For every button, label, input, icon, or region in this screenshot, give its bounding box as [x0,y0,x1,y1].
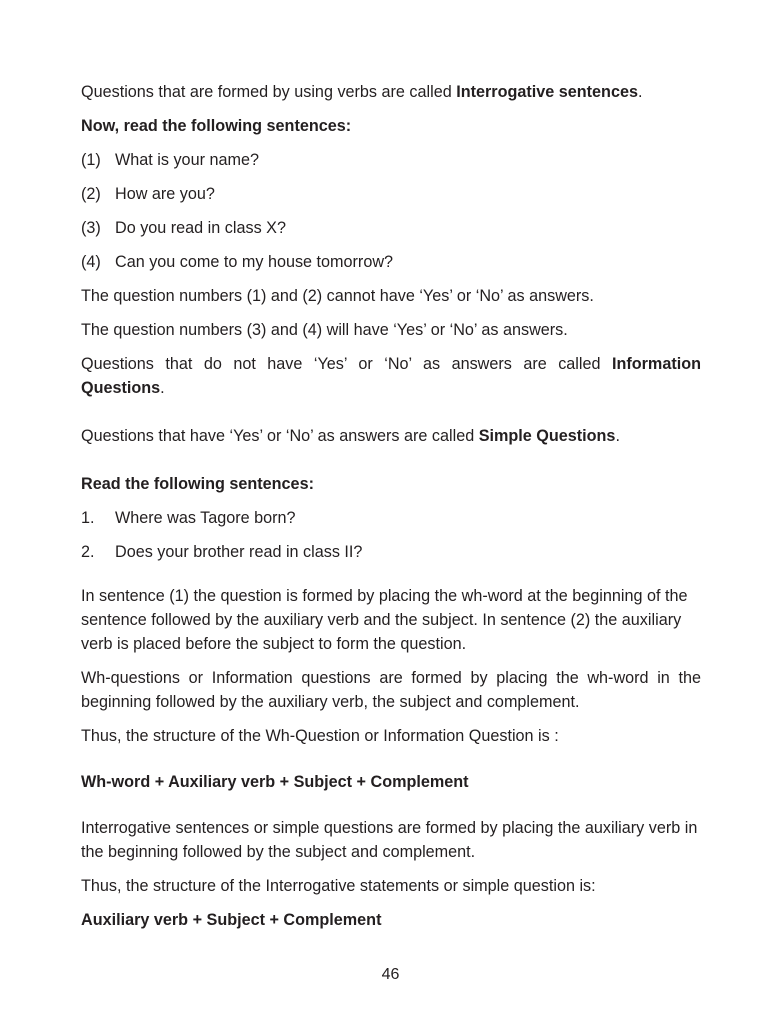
interrogative-structure-intro: Thus, the structure of the Interrogative statements or simple question is: [81,877,596,895]
list-item [81,540,701,564]
intro-end: . [637,83,643,101]
wh-structure-text: Wh-word + Auxiliary verb + Subject + Complement [81,773,469,791]
intro-paragraph [81,80,701,104]
simple-questions-definition [81,424,701,448]
wh-structure-intro: Thus, the structure of the Wh-Question or Information Question is : [81,727,559,745]
item-number: (4) [81,253,101,271]
intro-text: Questions that are formed by using verbs are called [81,83,457,101]
question-list-1 [81,148,701,274]
simple-def-end: . [615,427,620,445]
item-number: (1) [81,151,101,169]
item-number: 2. [81,543,95,561]
item-number: 1. [81,509,95,527]
interrogative-structure-text: Auxiliary verb + Subject + Complement [81,911,382,929]
read-heading-1 [81,114,701,138]
note-questions-1-2: The question numbers (1) and (2) cannot have ‘Yes’ or ‘No’ as answers. [81,287,594,305]
wh-structure-formula [81,770,701,794]
list-item [81,216,701,240]
item-text: How are you? [115,185,215,203]
read-heading-2 [81,472,701,496]
information-questions-definition [81,352,701,400]
explanation-paragraph: In sentence (1) the question is formed by placing the wh-word at the beginning of the sentence followed by the auxiliary verb and the subject. In sentence (2) the auxiliary verb is placed before the subject to form the question. [81,587,688,653]
page-number: 46 [381,966,400,983]
list-item [81,148,701,172]
item-number: (3) [81,219,101,237]
interrogative-formation-paragraph: Interrogative sentences or simple questions are formed by placing the auxiliary verb in the beginning followed by the subject and complement. [81,819,698,861]
item-text: Does your brother read in class II? [115,543,363,561]
list-item [81,506,701,530]
simple-def-term: Simple Questions [478,427,616,445]
list-item [81,182,701,206]
item-text: Can you come to my house tomorrow? [115,253,394,271]
read-heading-1-text: Now, read the following sentences: [81,117,352,135]
simple-def-text: Questions that have ‘Yes’ or ‘No’ as answers are called [81,427,479,445]
info-def-term: Information Questions [81,355,701,397]
item-text: What is your name? [115,151,259,169]
item-text: Where was Tagore born? [115,509,296,527]
read-heading-2-text: Read the following sentences: [81,475,314,493]
item-text: Do you read in class X? [115,219,286,237]
list-item [81,250,701,274]
page-content [81,80,701,932]
question-list-2 [81,506,701,564]
info-def-end: . [160,379,165,397]
interrogative-structure-formula [81,908,701,932]
note-questions-3-4: The question numbers (3) and (4) will have ‘Yes’ or ‘No’ as answers. [81,321,568,339]
info-def-text: Questions that do not have ‘Yes’ or ‘No’ as answers are called [81,355,612,373]
intro-term: Interrogative sentences [456,83,638,101]
wh-formation-paragraph: Wh-questions or Information questions are formed by placing the wh-word in the beginning followed by the auxiliary verb, the subject and complement. [81,669,701,711]
item-number: (2) [81,185,101,203]
